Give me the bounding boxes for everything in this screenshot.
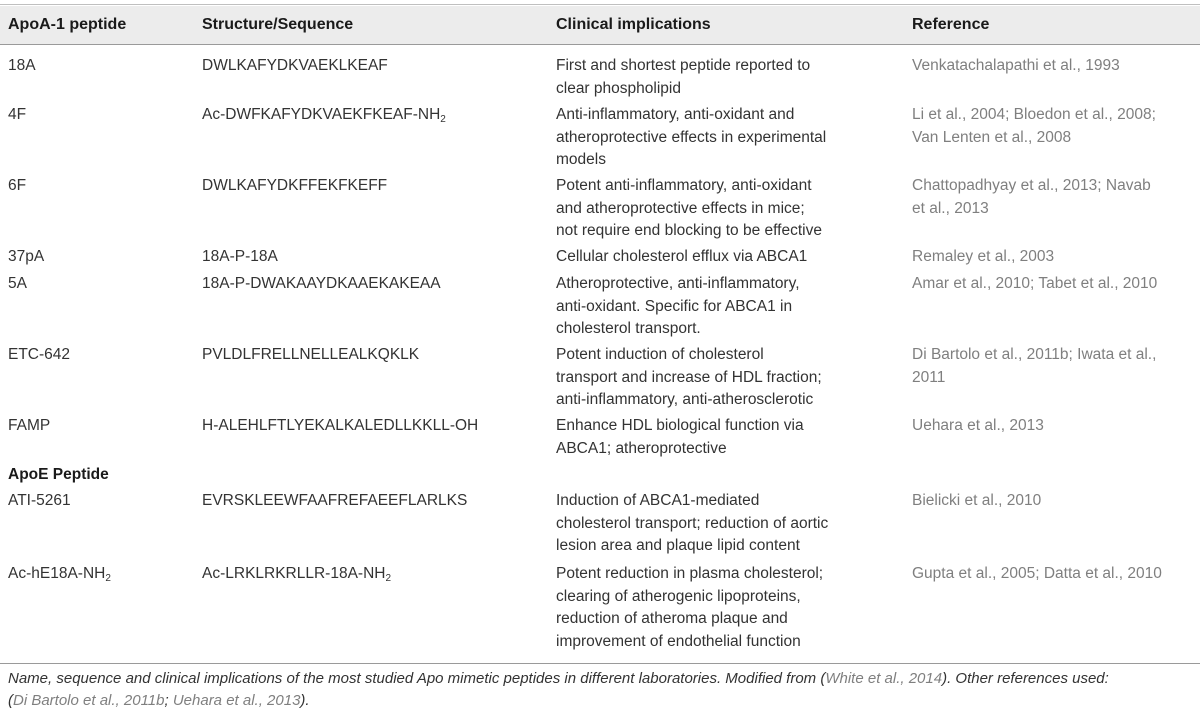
clinical-line: anti-inflammatory, anti-atherosclerotic <box>556 391 814 408</box>
clinical-line: cholesterol transport; reduction of aortic <box>556 514 829 532</box>
clinical-line: lesion area and plaque lipid content <box>556 537 800 554</box>
caption-text: Name, sequence and clinical implications of the most studied Apo mimetic peptides in different laboratories. Modified from ( <box>8 670 826 687</box>
clinical-line: Induction of ABCA1-mediated <box>556 492 760 509</box>
peptide-name: 5A <box>8 275 27 292</box>
sequence-subscript: 2 <box>385 573 392 584</box>
reference <box>912 246 1054 269</box>
peptide-sequence: DWLKAFYDKFFEKFKEFF <box>202 177 388 194</box>
peptide-sequence: PVLDLFRELLNELLEALKQKLK <box>202 346 420 363</box>
peptide-name-subscript: 2 <box>105 573 111 584</box>
clinical-implications <box>556 104 826 172</box>
clinical-line: First and shortest peptide reported to <box>556 57 811 74</box>
caption-text: ; <box>164 692 173 709</box>
header-structure: Structure/Sequence <box>202 16 354 33</box>
clinical-line: Anti-inflammatory, anti-oxidant and <box>556 106 795 123</box>
reference-line: Li et al., 2004; Bloedon et al., 2008; <box>912 106 1156 123</box>
clinical-line: not require end blocking to be effective <box>556 222 822 239</box>
reference-line: Di Bartolo et al., 2011b; Iwata et al., <box>912 346 1157 363</box>
clinical-implications <box>556 175 822 243</box>
reference <box>912 273 1157 296</box>
caption-text: ). <box>300 692 310 709</box>
header-reference: Reference <box>912 16 990 33</box>
peptide-sequence: H-ALEHLFTLYEKALKALEDLLKKLL-OH <box>202 417 479 434</box>
reference-line: 2011 <box>912 368 946 386</box>
clinical-line: cholesterol transport. <box>556 320 701 337</box>
clinical-implications <box>556 344 822 412</box>
reference-line: Remaley et al., 2003 <box>912 248 1055 265</box>
peptide-name-text: Ac-hE18A-NH <box>8 565 106 582</box>
clinical-implications <box>556 246 807 269</box>
clinical-line: clear phospholipid <box>556 79 681 97</box>
clinical-line: models <box>556 151 606 168</box>
sequence-subscript: 2 <box>440 114 446 125</box>
caption-line <box>8 668 1200 690</box>
reference <box>912 490 1041 513</box>
caption-reference-link[interactable]: Di Bartolo et al., 2011b <box>13 692 165 709</box>
clinical-line: Potent reduction in plasma cholesterol; <box>556 565 824 582</box>
peptide-sequence: 18A-P-18A <box>202 248 278 265</box>
peptide-name: ATI-5261 <box>8 492 71 509</box>
reference-line: Gupta et al., 2005; Datta et al., 2010 <box>912 565 1162 582</box>
caption-line <box>8 690 1200 712</box>
clinical-implications <box>556 490 828 558</box>
clinical-line: clearing of atherogenic lipoproteins, <box>556 587 801 605</box>
peptide-sequence: EVRSKLEEWFAAFREFAEEFLARLKS <box>202 492 468 509</box>
header-peptide: ApoA-1 peptide <box>8 16 127 33</box>
table-caption <box>8 668 1200 712</box>
peptide-name: 6F <box>8 177 27 194</box>
peptide-name <box>8 563 111 586</box>
clinical-line: transport and increase of HDL fraction; <box>556 368 822 386</box>
table-top-rule <box>0 4 1200 5</box>
reference-line: Amar et al., 2010; Tabet et al., 2010 <box>912 275 1158 292</box>
header-clinical: Clinical implications <box>556 16 711 33</box>
peptide-sequence: DWLKAFYDKVAEKLKEAF <box>202 57 388 74</box>
clinical-line: ABCA1; atheroprotective <box>556 439 727 457</box>
reference-line: Venkatachalapathi et al., 1993 <box>912 57 1120 74</box>
reference <box>912 344 1156 389</box>
reference <box>912 55 1120 78</box>
clinical-line: Enhance HDL biological function via <box>556 417 804 434</box>
reference <box>912 415 1044 438</box>
section-heading-apoe: ApoE Peptide <box>8 466 109 483</box>
peptide-name: 37pA <box>8 248 45 265</box>
caption-text: ). Other references used: <box>942 670 1109 687</box>
peptide-name: FAMP <box>8 417 51 434</box>
peptide-name: 4F <box>8 106 27 123</box>
peptide-sequence: 18A-P-DWAKAAYDKAAEKAKEAA <box>202 275 441 292</box>
clinical-line: Atheroprotective, anti-inflammatory, <box>556 275 800 292</box>
caption-reference-link[interactable]: White et al., 2014 <box>825 670 943 687</box>
reference <box>912 563 1162 586</box>
clinical-line: and atheroprotective effects in mice; <box>556 199 805 217</box>
clinical-implications <box>556 273 800 341</box>
peptide-name: 18A <box>8 57 36 74</box>
caption-reference-link[interactable]: Uehara et al., 2013 <box>172 692 301 709</box>
peptide-name: ETC-642 <box>8 346 71 363</box>
reference <box>912 175 1151 220</box>
reference <box>912 104 1156 149</box>
clinical-line: improvement of endothelial function <box>556 632 801 650</box>
table-bottom-rule <box>0 663 1200 664</box>
reference-line: Bielicki et al., 2010 <box>912 492 1042 509</box>
clinical-line: Cellular cholesterol efflux via ABCA1 <box>556 248 808 265</box>
clinical-line: Potent anti-inflammatory, anti-oxidant <box>556 177 812 194</box>
clinical-line: atheroprotective effects in experimental <box>556 128 827 146</box>
peptide-sequence <box>202 563 391 586</box>
peptide-sequence <box>202 104 446 127</box>
sequence-text: Ac-DWFKAFYDKVAEKFKEAF-NH <box>202 106 441 123</box>
clinical-implications <box>556 415 804 460</box>
clinical-line: Potent induction of cholesterol <box>556 346 764 363</box>
reference-line: et al., 2013 <box>912 199 989 217</box>
clinical-line: reduction of atheroma plaque and <box>556 610 788 627</box>
reference-line: Uehara et al., 2013 <box>912 417 1044 434</box>
sequence-text: Ac-LRKLRKRLLR-18A-NH <box>202 565 386 582</box>
clinical-implications <box>556 55 810 100</box>
caption-text: ( <box>8 692 13 709</box>
clinical-implications <box>556 563 823 653</box>
clinical-line: anti-oxidant. Specific for ABCA1 in <box>556 297 793 315</box>
reference-line: Van Lenten et al., 2008 <box>912 128 1072 146</box>
table-header-rule <box>0 44 1200 45</box>
reference-line: Chattopadhyay et al., 2013; Navab <box>912 177 1151 194</box>
